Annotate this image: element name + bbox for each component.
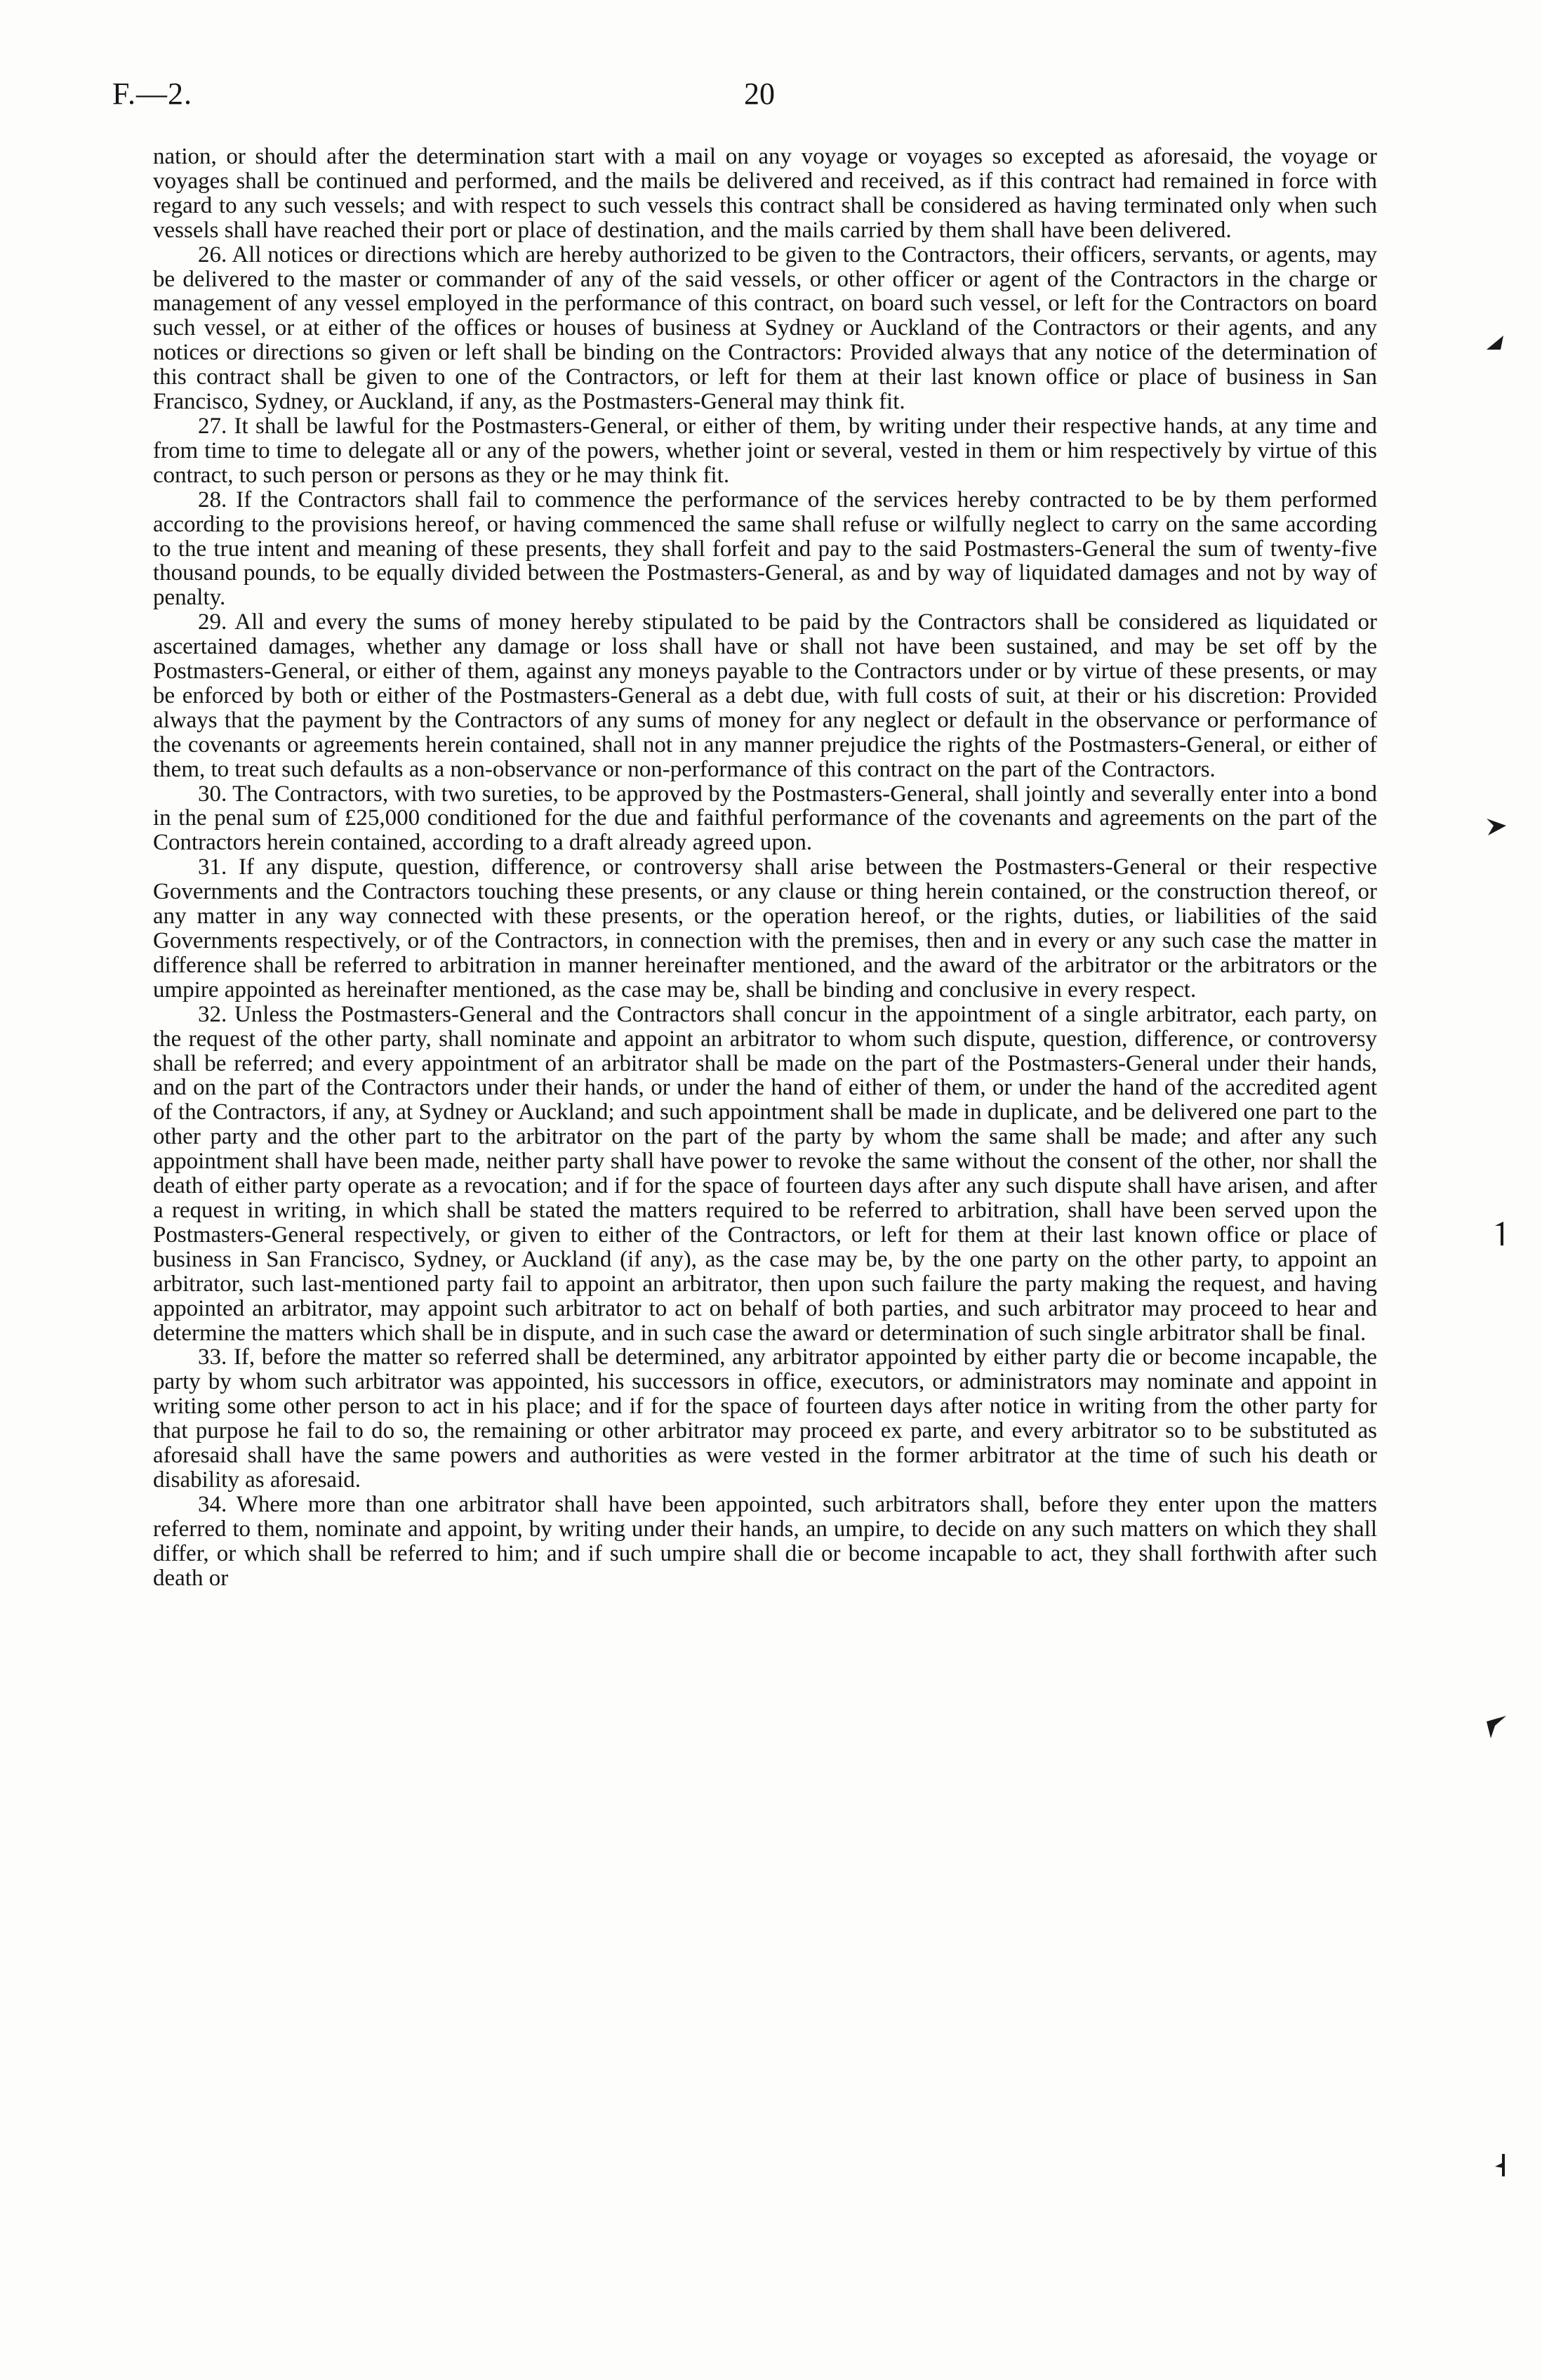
margin-mark-icon [1491,1219,1519,1247]
paragraph-29: 29. All and every the sums of money hereby stipulated to be paid by the Contractors shall be considered as liquidated or ascertained damages, whether any damage or loss shall have or shall not have been sustained, and may be set off by the Postmasters-General, or either of them, against any moneys payable to the Contractors under or by virtue of these presents, or may be enforced by both or either of the Postmasters-General as a debt due, with full costs of suit, at their or his discretion: Provided always that the payment by the Contractors of any sums of money for any neglect or default in the observance or performance of the covenants or agreements herein contained, shall not in any manner prejudice the rights of the Postmasters-General, or either of them, to treat such defaults as a non-observance or non-performance of this contract on the part of the Contractors. [153,609,1377,782]
margin-mark-icon [1482,329,1510,357]
paragraph-30: 30. The Contractors, with two sureties, to be approved by the Postmasters-General, shall jointly and severally enter into a bond in the penal sum of £25,000 conditioned for the due and faithful performance of the covenants and agreements on the part of the Contractors herein contained, according to a draft already agreed upon. [153,781,1377,856]
paragraph-32: 32. Unless the Postmasters-General and the Contractors shall concur in the appointment of a single arbitrator, each party, on the request of the other party, shall nominate and appoint an arbitrator to whom such dispute, question, difference, or controversy shall be referred; and every appointment of an arbitrator shall be made on the part of the Postmasters-General under their hands, and on the part of the Contractors under their hands, or under the hand of either of them, or under the hand of the accredited agent of the Contractors, if any, at Sydney or Auckland; and such appointment shall be made in duplicate, and be delivered one part to the other party and the other part to the arbitrator on the part of the party by whom the same shall be made; and after any such appointment shall have been made, neither party shall have power to revoke the same without the consent of the other, nor shall the death of either party operate as a revocation; and if for the space of fourteen days after any such dispute shall have arisen, and after a request in writing, in which shall be stated the matters required to be referred to arbitration, shall have been served upon the Postmasters-General respectively, or given to either of the Contractors, or left for them at their last known office or place of business in San Francisco, Sydney, or Auckland (if any), as the case may be, by the one party on the other party, to appoint an arbitrator, such last-mentioned party fail to appoint an arbitrator, then upon such failure the party making the request, and having appointed an arbitrator, may appoint such arbitrator to act on behalf of both parties, and such arbitrator may proceed to hear and determine the matters which shall be in dispute, and in such case the award or determination of such single arbitrator shall be final. [153,1001,1377,1346]
margin-mark-icon [1482,813,1510,841]
paragraph-28: 28. If the Contractors shall fail to commence the performance of the services hereby contracted to be by them performed according to the provisions hereof, or having commenced the same shall refuse or wilfully neglect to carry on the same according to the true intent and meaning of these presents, they shall forfeit and pay to the said Postmasters-General the sum of twenty-five thousand pounds, to be equally divided between the Postmasters-General, as and by way of liquidated damages and not by way of penalty. [153,487,1377,611]
paragraph-33: 33. If, before the matter so referred shall be determined, any arbitrator appointed by either party die or become incapable, the party by whom such arbitrator was appointed, his successors in office, executors, or administrators may nominate and appoint in writing some other person to act in his place; and if for the space of fourteen days after notice in writing from the other party for that purpose he fail to do so, the remaining or other arbitrator may proceed ex parte, and every arbitrator so to be substituted as aforesaid shall have the same powers and authorities as were vested in the former arbitrator at the time of such his death or disability as aforesaid. [153,1344,1377,1493]
paragraph-27: 27. It shall be lawful for the Postmasters-General, or either of them, by writing under their respective hands, at any time and from time to time to delegate all or any of the powers, whether joint or several, vested in them or him respectively by virtue of this contract, to such person or persons as they or he may think fit. [153,413,1377,488]
body-text [153,145,1377,1590]
paragraph-26: 26. All notices or directions which are hereby authorized to be given to the Contractors, their officers, servants, or agents, may be delivered to the master or commander of any of the said vessels, or other officer or agent of the Contractors in the charge or management of any vessel employed in the performance of this contract, on board such vessel, or left for the Contractors on board such vessel, or at either of the offices or houses of business at Sydney or Auckland of the Contractors or their agents, and any notices or directions so given or left shall be binding on the Contractors: Provided always that any notice of the determination of this contract shall be given to one of the Contractors, or left for them at their last known office or place of business in San Francisco, Sydney, or Auckland, if any, as the Postmasters-General may think fit. [153,242,1377,415]
document-reference: F.—2. [112,77,192,111]
paragraph-continuation: nation, or should after the determination start with a mail on any voyage or voyages so excepted as aforesaid, the voyage or voyages shall be continued and performed, and the mails be delivered and received, as if this contract had remained in force with regard to any such vessels; and with respect to such vessels this contract shall be considered as having terminated only when such vessels shall have reached their port or place of destination, and the mails carried by them shall have been delivered. [153,144,1377,243]
paragraph-31: 31. If any dispute, question, difference, or controversy shall arise between the Postmasters-General or their respective Governments and the Contractors touching these presents, or any clause or thing herein contained, or the construction thereof, or any matter in any way connected with these presents, or the operation hereof, or the rights, duties, or liabilities of the said Governments respectively, or of the Contractors, in connection with the premises, then and in every or any such case the matter in difference shall be referred to arbitration in manner hereinafter mentioned, and the award of the arbitrator or the arbitrators or the umpire appointed as hereinafter mentioned, as the case may be, shall be binding and conclusive in every respect. [153,854,1377,1003]
margin-mark-icon [1488,2151,1516,2179]
paragraph-34: 34. Where more than one arbitrator shall have been appointed, such arbitrators shall, before they enter upon the matters referred to them, nominate and appoint, by writing under their hands, an umpire, to decide on any such matters on which they shall differ, or which shall be referred to him; and if such umpire shall die or become incapable to act, they shall forthwith after such death or [153,1491,1377,1591]
page-number: 20 [744,77,775,111]
margin-mark-icon [1482,1713,1510,1741]
